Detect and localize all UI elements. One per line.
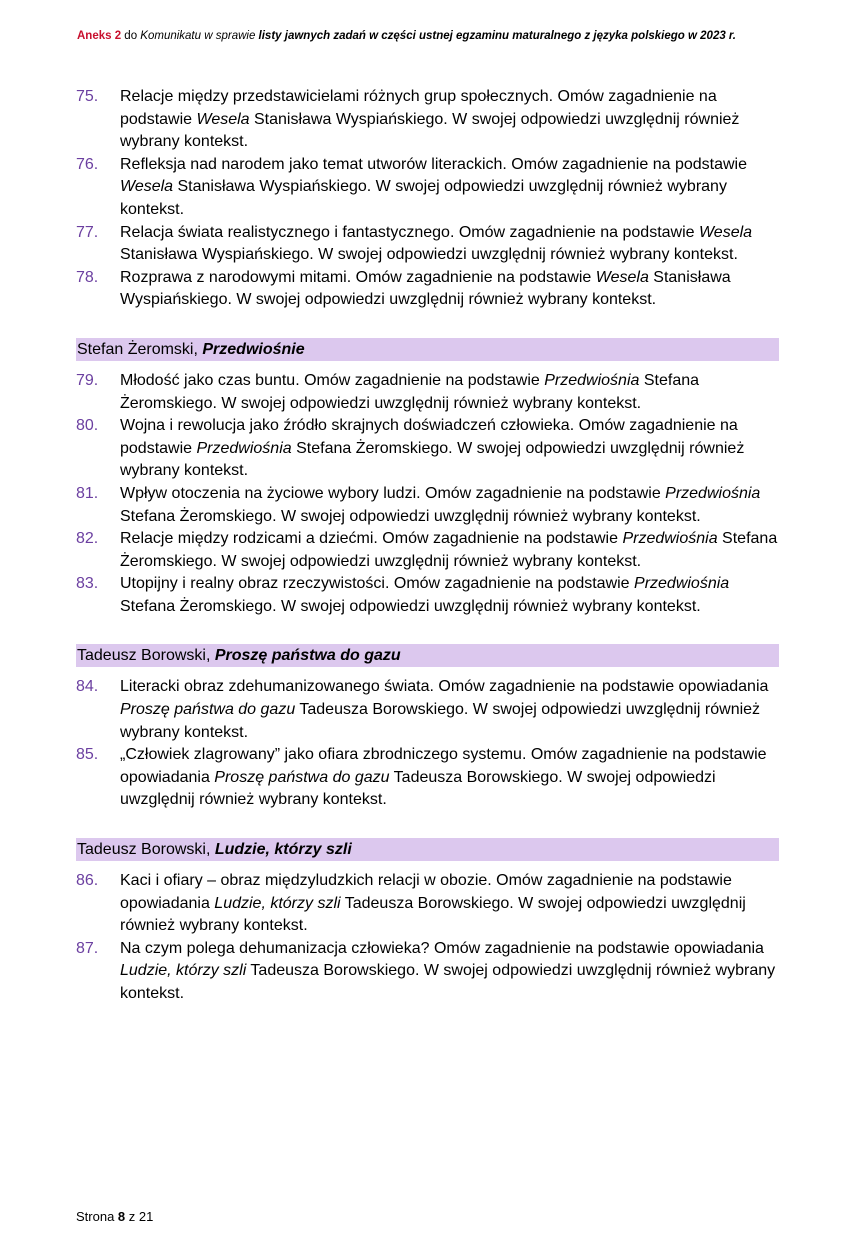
item-text: Młodość jako czas buntu. Omów zagadnienie na podstawie Przedwiośnia Stefana Żeromskiego. W swojej odpowiedzi uwzględnij również wybrany kontekst. — [120, 371, 700, 412]
section-work-title: Proszę państwa do gazu — [214, 647, 401, 665]
item-text: Relacje między rodzicami a dziećmi. Omów zagadnienie na podstawie Przedwiośnia Stefana Żeromskiego. W swojej odpowiedzi uwzględnij również wybrany kontekst. — [120, 530, 778, 570]
section-ludzie-ktorzy-szli — [76, 838, 779, 1006]
item-text: Utopijny i realny obraz rzeczywistości. Omów zagadnienie na podstawie Przedwiośnia Stefana Żeromskiego. W swojej odpowiedzi uwzględnij również wybrany kontekst. — [120, 575, 730, 615]
list-item — [76, 938, 779, 1006]
section-work-title: Przedwiośnie — [202, 340, 305, 358]
item-number: 87. — [76, 939, 99, 957]
item-number: 82. — [76, 530, 99, 548]
work-title: Przedwiośnia — [665, 484, 761, 502]
item-text: Wojna i rewolucja jako źródło skrajnych doświadczeń człowieka. Omów zagadnienie na podstawie Przedwiośnia Stefana Żeromskiego. W swojej odpowiedzi uwzględnij również wybrany kontekst. — [120, 417, 745, 480]
work-title: Wesela — [595, 268, 649, 286]
section-przedwiosnie — [76, 338, 779, 619]
item-number: 76. — [76, 155, 99, 173]
work-title: Przedwiośnia — [544, 371, 640, 389]
list-item — [76, 86, 779, 154]
work-title: Ludzie, którzy szli — [120, 962, 247, 980]
item-number: 84. — [76, 678, 99, 696]
list-item — [76, 676, 779, 744]
section-heading: Stefan Żeromski, Przedwiośnie — [76, 338, 779, 361]
item-number: 78. — [76, 268, 99, 286]
item-text: Na czym polega dehumanizacja człowieka? Omów zagadnienie na podstawie opowiadania Ludzie, którzy szli Tadeusza Borowskiego. W swojej odpowiedzi uwzględnij również wybrany kontekst. — [120, 939, 776, 1002]
item-text: Refleksja nad narodem jako temat utworów literackich. Omów zagadnienie na podstawie Wesela Stanisława Wyspiańskiego. W swojej odpowiedzi uwzględnij również wybrany kontekst. — [120, 155, 747, 218]
item-number: 83. — [76, 575, 99, 593]
header-doc-subject: listy jawnych zadań w części ustnej egzaminu maturalnego z języka polskiego w 2023 r. — [258, 30, 736, 42]
header-connector: do — [121, 30, 141, 42]
work-title: Ludzie, którzy szli — [214, 894, 341, 912]
work-title: Przedwiośnia — [634, 575, 730, 593]
work-title: Przedwiośnia — [196, 439, 292, 457]
list-item — [76, 483, 779, 528]
section-work-title: Ludzie, którzy szli — [214, 841, 352, 859]
page-label: Strona — [76, 1209, 118, 1224]
item-number: 79. — [76, 371, 99, 389]
list-item — [76, 370, 779, 415]
section-heading: Tadeusz Borowski, Ludzie, którzy szli — [76, 838, 779, 861]
item-text: Literacki obraz zdehumanizowanego świata. Omów zagadnienie na podstawie opowiadania Proszę państwa do gazu Tadeusza Borowskiego. W swojej odpowiedzi uwzględnij również wybrany kontekst. — [120, 678, 769, 741]
work-title: Wesela — [120, 178, 174, 196]
work-title: Proszę państwa do gazu — [120, 701, 296, 719]
item-text: Relacja świata realistycznego i fantastycznego. Omów zagadnienie na podstawie Wesela Stanisława Wyspiańskiego. W swojej odpowiedzi uwzględnij również wybrany kontekst. — [120, 223, 753, 264]
item-text: Wpływ otoczenia na życiowe wybory ludzi. Omów zagadnienie na podstawie Przedwiośnia Stefana Żeromskiego. W swojej odpowiedzi uwzględnij również wybrany kontekst. — [120, 484, 761, 525]
item-text: Kaci i ofiary – obraz międzyludzkich relacji w obozie. Omów zagadnienie na podstawie opowiadania Ludzie, którzy szli Tadeusza Borowskiego. W swojej odpowiedzi uwzględnij również wybrany kontekst. — [120, 872, 746, 935]
item-text: „Człowiek zlagrowany” jako ofiara zbrodniczego systemu. Omów zagadnienie na podstawie opowiadania Proszę państwa do gazu Tadeusza Borowskiego. W swojej odpowiedzi uwzględnij również wybrany kontekst. — [120, 746, 767, 809]
item-text: Relacje między przedstawicielami różnych grup społecznych. Omów zagadnienie na podstawie Wesela Stanisława Wyspiańskiego. W swojej odpowiedzi uwzględnij również wybrany kontekst. — [120, 88, 740, 151]
annex-label: Aneks 2 — [77, 30, 122, 42]
item-number: 85. — [76, 746, 99, 764]
item-number: 77. — [76, 223, 99, 241]
section-heading: Tadeusz Borowski, Proszę państwa do gazu — [76, 644, 779, 667]
page-footer — [76, 1209, 153, 1224]
page-total: 21 — [138, 1209, 154, 1224]
list-item — [76, 744, 779, 812]
item-number: 81. — [76, 484, 99, 502]
section-prosze-panstwa — [76, 644, 779, 812]
page-separator: z — [125, 1209, 139, 1224]
list-item — [76, 528, 779, 573]
list-item — [76, 267, 779, 312]
page-header — [77, 30, 736, 42]
work-title: Proszę państwa do gazu — [214, 768, 390, 786]
list-item — [76, 870, 779, 938]
item-text: Rozprawa z narodowymi mitami. Omów zagadnienie na podstawie Wesela Stanisława Wyspiańskiego. W swojej odpowiedzi uwzględnij również wybrany kontekst. — [120, 268, 731, 309]
work-title: Wesela — [196, 110, 250, 128]
header-doc-name: Komunikatu w sprawie — [140, 30, 259, 42]
item-number: 80. — [76, 417, 99, 435]
task-list — [76, 86, 779, 1006]
list-item — [76, 415, 779, 483]
section-wesele — [76, 86, 779, 312]
list-item — [76, 222, 779, 267]
work-title: Wesela — [698, 223, 753, 241]
work-title: Przedwiośnia — [622, 530, 718, 548]
item-number: 75. — [76, 88, 99, 105]
item-number: 86. — [76, 872, 99, 890]
list-item — [76, 154, 779, 222]
list-item — [76, 573, 779, 618]
page-number: 8 — [117, 1209, 126, 1224]
